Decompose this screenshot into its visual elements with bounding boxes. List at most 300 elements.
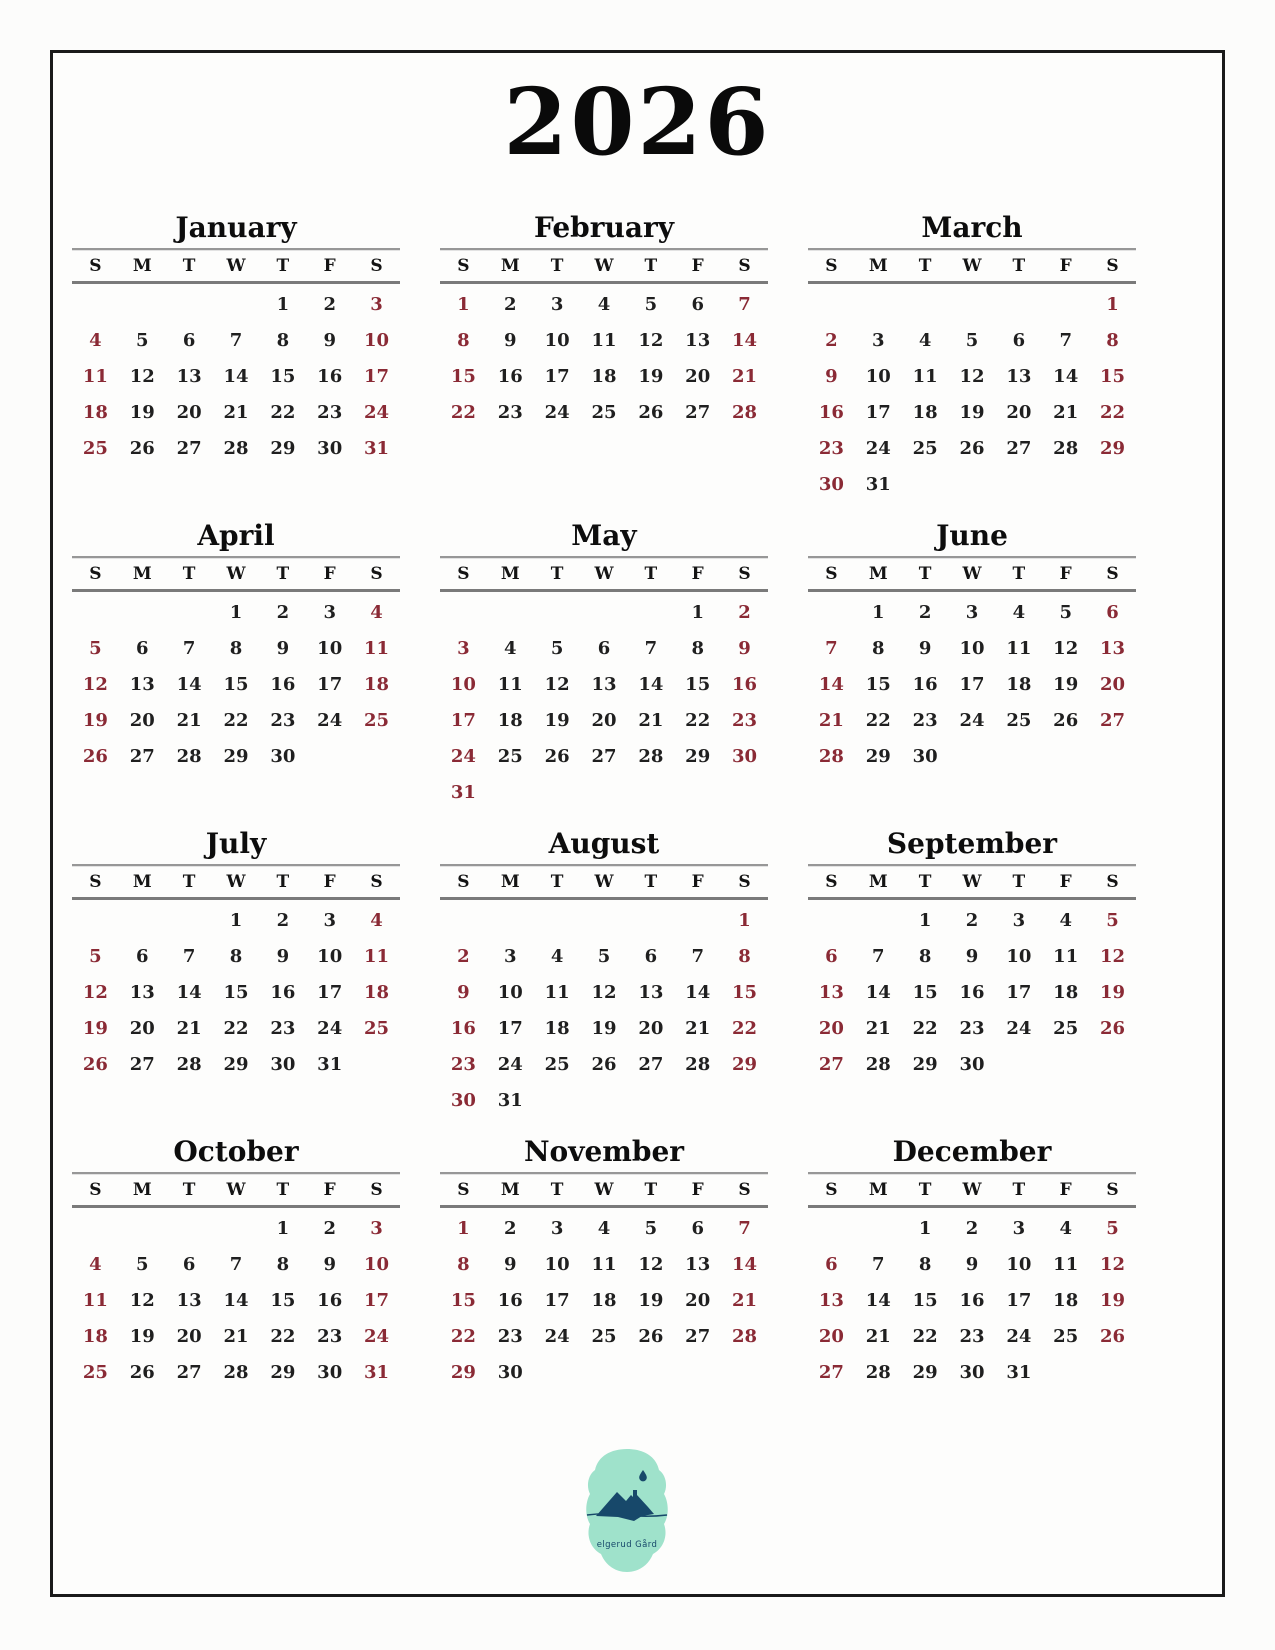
- date-cell: 24: [1006, 1018, 1032, 1039]
- date-cell: 22: [450, 402, 476, 423]
- date-cell: 11: [591, 1254, 617, 1275]
- empty-cell: [674, 775, 721, 811]
- date-cell: 11: [1053, 946, 1079, 967]
- date-cell: 28: [685, 1054, 711, 1075]
- date-cell: 7: [182, 638, 196, 659]
- date-cell: 17: [1006, 982, 1032, 1003]
- date-cell: 15: [223, 982, 249, 1003]
- day-of-week-label: S: [457, 1180, 470, 1200]
- date-cell: 17: [364, 366, 390, 387]
- date-cell: 11: [82, 1290, 108, 1311]
- date-cell: 2: [738, 602, 751, 623]
- date-cell: 22: [223, 1018, 249, 1039]
- month-header-divider-bottom: [440, 281, 768, 284]
- date-cell: 23: [270, 1018, 296, 1039]
- month-block: [72, 208, 400, 516]
- date-cell: 1: [918, 910, 932, 931]
- month-name: January: [175, 211, 297, 244]
- day-of-week-label: W: [226, 564, 246, 584]
- date-cell: 27: [1100, 710, 1126, 731]
- day-of-week-label: T: [550, 564, 564, 584]
- empty-cell: [1042, 1355, 1089, 1391]
- empty-cell: [534, 595, 581, 631]
- day-of-week-label: M: [868, 1180, 888, 1200]
- day-of-week-label: F: [691, 256, 704, 276]
- date-cell: 14: [865, 982, 891, 1003]
- date-cell: 19: [82, 1018, 108, 1039]
- date-cell: 26: [82, 746, 108, 767]
- date-cell: 20: [129, 1018, 155, 1039]
- date-cell: 9: [965, 946, 979, 967]
- date-cell: 2: [504, 1218, 517, 1239]
- date-cell: 7: [229, 330, 243, 351]
- day-of-week-label: M: [132, 564, 152, 584]
- date-cell: 11: [912, 366, 938, 387]
- date-cell: 13: [591, 674, 617, 695]
- date-cell: 25: [82, 438, 108, 459]
- date-cell: 24: [364, 1326, 390, 1347]
- date-cell: 7: [825, 638, 838, 659]
- date-cell: 15: [450, 366, 476, 387]
- date-cell: 5: [644, 294, 658, 315]
- date-cell: 6: [182, 1254, 196, 1275]
- date-cell: 18: [912, 402, 938, 423]
- date-cell: 30: [497, 1362, 523, 1383]
- empty-cell: [72, 903, 119, 939]
- date-cell: 2: [276, 910, 290, 931]
- date-cell: 3: [872, 330, 885, 351]
- date-cell: 27: [638, 1054, 664, 1075]
- day-of-week-label: S: [825, 564, 838, 584]
- date-cell: 13: [176, 366, 202, 387]
- date-cell: 9: [965, 1254, 979, 1275]
- date-cell: 14: [638, 674, 664, 695]
- date-cell: 21: [732, 366, 758, 387]
- day-of-week-label: M: [500, 564, 520, 584]
- day-of-week-label: T: [644, 564, 658, 584]
- date-cell: 2: [918, 602, 932, 623]
- month-name: April: [197, 519, 275, 552]
- date-cell: 9: [323, 1254, 336, 1275]
- day-of-week-label: S: [89, 564, 102, 584]
- date-cell: 28: [732, 402, 758, 423]
- date-cell: 25: [912, 438, 938, 459]
- day-of-week-label: S: [825, 872, 838, 892]
- day-of-week-label: S: [1106, 564, 1119, 584]
- date-cell: 20: [818, 1326, 844, 1347]
- month-name: December: [892, 1135, 1052, 1168]
- month-block: [72, 824, 400, 1132]
- date-cell: 19: [129, 402, 155, 423]
- date-cell: 9: [276, 946, 290, 967]
- dates-grid: [440, 903, 768, 1119]
- date-cell: 20: [1100, 674, 1126, 695]
- month-block: [440, 208, 768, 516]
- date-cell: 11: [82, 366, 108, 387]
- date-cell: 30: [317, 1362, 343, 1383]
- empty-cell: [72, 1211, 119, 1247]
- date-cell: 28: [176, 1054, 202, 1075]
- date-cell: 5: [136, 1254, 149, 1275]
- date-cell: 28: [865, 1362, 891, 1383]
- date-cell: 2: [457, 946, 470, 967]
- date-cell: 18: [591, 1290, 617, 1311]
- date-cell: 1: [872, 602, 885, 623]
- empty-cell: [995, 467, 1042, 503]
- day-of-week-row: [808, 559, 1136, 589]
- date-cell: 29: [270, 1362, 296, 1383]
- date-cell: 23: [497, 1326, 523, 1347]
- date-cell: 3: [370, 294, 383, 315]
- date-cell: 10: [497, 982, 523, 1003]
- date-cell: 14: [732, 1254, 758, 1275]
- day-of-week-label: M: [132, 1180, 152, 1200]
- empty-cell: [627, 903, 674, 939]
- date-cell: 17: [544, 366, 570, 387]
- date-cell: 19: [1100, 1290, 1126, 1311]
- empty-cell: [166, 1211, 213, 1247]
- day-of-week-row: [72, 251, 400, 281]
- date-cell: 17: [497, 1018, 523, 1039]
- empty-cell: [213, 287, 260, 323]
- empty-cell: [306, 739, 353, 775]
- date-cell: 25: [591, 1326, 617, 1347]
- empty-cell: [534, 1355, 581, 1391]
- date-cell: 6: [825, 946, 838, 967]
- date-cell: 9: [276, 638, 290, 659]
- empty-cell: [534, 1083, 581, 1119]
- date-cell: 23: [450, 1054, 476, 1075]
- date-cell: 3: [323, 910, 336, 931]
- empty-cell: [166, 903, 213, 939]
- day-of-week-label: M: [868, 564, 888, 584]
- date-cell: 31: [450, 782, 476, 803]
- day-of-week-label: T: [1012, 256, 1026, 276]
- date-cell: 8: [457, 1254, 470, 1275]
- date-cell: 18: [364, 982, 390, 1003]
- date-cell: 10: [865, 366, 891, 387]
- date-cell: 19: [544, 710, 570, 731]
- date-cell: 2: [825, 330, 838, 351]
- date-cell: 17: [450, 710, 476, 731]
- empty-cell: [949, 287, 996, 323]
- date-cell: 16: [497, 1290, 523, 1311]
- day-of-week-label: T: [550, 872, 564, 892]
- date-cell: 11: [364, 638, 390, 659]
- date-cell: 7: [738, 1218, 751, 1239]
- date-cell: 1: [457, 294, 470, 315]
- date-cell: 5: [1059, 602, 1072, 623]
- date-cell: 10: [317, 638, 343, 659]
- date-cell: 4: [89, 1254, 102, 1275]
- date-cell: 23: [497, 402, 523, 423]
- date-cell: 18: [1053, 982, 1079, 1003]
- empty-cell: [995, 1047, 1042, 1083]
- dates-grid: [440, 1211, 768, 1391]
- date-cell: 8: [872, 638, 885, 659]
- empty-cell: [627, 775, 674, 811]
- date-cell: 13: [129, 674, 155, 695]
- empty-cell: [721, 1355, 768, 1391]
- date-cell: 30: [959, 1362, 985, 1383]
- date-cell: 17: [1006, 1290, 1032, 1311]
- day-of-week-row: [808, 251, 1136, 281]
- day-of-week-label: W: [962, 564, 982, 584]
- date-cell: 25: [1053, 1018, 1079, 1039]
- empty-cell: [1042, 467, 1089, 503]
- date-cell: 29: [270, 438, 296, 459]
- date-cell: 23: [818, 438, 844, 459]
- day-of-week-label: T: [644, 256, 658, 276]
- day-of-week-label: S: [370, 564, 383, 584]
- date-cell: 25: [1053, 1326, 1079, 1347]
- date-cell: 8: [918, 1254, 932, 1275]
- day-of-week-row: [440, 1175, 768, 1205]
- dates-grid: [808, 595, 1136, 775]
- date-cell: 28: [732, 1326, 758, 1347]
- day-of-week-row: [440, 559, 768, 589]
- empty-cell: [949, 739, 996, 775]
- month-header-divider-bottom: [808, 897, 1136, 900]
- day-of-week-label: T: [550, 1180, 564, 1200]
- date-cell: 2: [965, 910, 979, 931]
- date-cell: 25: [1006, 710, 1032, 731]
- day-of-week-label: S: [370, 1180, 383, 1200]
- date-cell: 27: [176, 438, 202, 459]
- day-of-week-label: S: [738, 564, 751, 584]
- empty-cell: [995, 287, 1042, 323]
- empty-cell: [581, 1355, 628, 1391]
- date-cell: 10: [450, 674, 476, 695]
- date-cell: 12: [82, 982, 108, 1003]
- date-cell: 3: [457, 638, 470, 659]
- month-header-divider-bottom: [440, 589, 768, 592]
- day-of-week-label: S: [1106, 1180, 1119, 1200]
- date-cell: 1: [738, 910, 751, 931]
- day-of-week-label: F: [323, 872, 336, 892]
- date-cell: 12: [129, 366, 155, 387]
- date-cell: 12: [1053, 638, 1079, 659]
- date-cell: 1: [276, 1218, 290, 1239]
- date-cell: 22: [223, 710, 249, 731]
- date-cell: 15: [865, 674, 891, 695]
- empty-cell: [855, 287, 902, 323]
- day-of-week-label: F: [1059, 872, 1072, 892]
- month-name: February: [533, 211, 674, 244]
- date-cell: 3: [1012, 910, 1026, 931]
- date-cell: 7: [738, 294, 751, 315]
- date-cell: 8: [1106, 330, 1119, 351]
- empty-cell: [440, 903, 487, 939]
- day-of-week-label: S: [89, 256, 102, 276]
- date-cell: 27: [818, 1362, 844, 1383]
- date-cell: 3: [323, 602, 336, 623]
- day-of-week-label: F: [323, 564, 336, 584]
- day-of-week-label: T: [1012, 872, 1026, 892]
- date-cell: 6: [1012, 330, 1026, 351]
- date-cell: 13: [685, 330, 711, 351]
- date-cell: 29: [865, 746, 891, 767]
- date-cell: 29: [223, 1054, 249, 1075]
- date-cell: 11: [497, 674, 523, 695]
- date-cell: 11: [591, 330, 617, 351]
- day-of-week-label: T: [276, 256, 290, 276]
- date-cell: 22: [270, 402, 296, 423]
- date-cell: 26: [638, 1326, 664, 1347]
- date-cell: 23: [317, 402, 343, 423]
- date-cell: 30: [818, 474, 844, 495]
- date-cell: 29: [450, 1362, 476, 1383]
- day-of-week-label: M: [868, 256, 888, 276]
- date-cell: 28: [176, 746, 202, 767]
- date-cell: 31: [497, 1090, 523, 1111]
- empty-cell: [808, 903, 855, 939]
- day-of-week-label: T: [182, 256, 196, 276]
- month-name: September: [886, 827, 1058, 860]
- empty-cell: [1042, 739, 1089, 775]
- date-cell: 22: [1100, 402, 1126, 423]
- date-cell: 13: [176, 1290, 202, 1311]
- day-of-week-label: W: [226, 872, 246, 892]
- date-cell: 26: [129, 1362, 155, 1383]
- month-name: November: [523, 1135, 685, 1168]
- day-of-week-label: T: [918, 1180, 932, 1200]
- date-cell: 26: [638, 402, 664, 423]
- day-of-week-label: T: [182, 872, 196, 892]
- date-cell: 25: [544, 1054, 570, 1075]
- date-cell: 8: [918, 946, 932, 967]
- date-cell: 17: [317, 674, 343, 695]
- day-of-week-label: F: [323, 256, 336, 276]
- date-cell: 5: [89, 946, 102, 967]
- date-cell: 15: [912, 982, 938, 1003]
- date-cell: 5: [1106, 1218, 1119, 1239]
- date-cell: 16: [959, 982, 985, 1003]
- date-cell: 23: [270, 710, 296, 731]
- date-cell: 18: [497, 710, 523, 731]
- empty-cell: [721, 775, 768, 811]
- date-cell: 5: [89, 638, 102, 659]
- date-cell: 3: [550, 1218, 564, 1239]
- date-cell: 9: [323, 330, 336, 351]
- date-cell: 31: [865, 474, 891, 495]
- date-cell: 23: [959, 1018, 985, 1039]
- dates-grid: [440, 595, 768, 811]
- date-cell: 12: [638, 1254, 664, 1275]
- date-cell: 5: [550, 638, 564, 659]
- date-cell: 12: [1100, 946, 1126, 967]
- day-of-week-label: W: [226, 1180, 246, 1200]
- date-cell: 26: [82, 1054, 108, 1075]
- date-cell: 23: [959, 1326, 985, 1347]
- date-cell: 21: [223, 1326, 249, 1347]
- date-cell: 20: [818, 1018, 844, 1039]
- date-cell: 16: [317, 366, 343, 387]
- date-cell: 21: [685, 1018, 711, 1039]
- day-of-week-label: W: [594, 1180, 614, 1200]
- day-of-week-label: T: [918, 256, 932, 276]
- empty-cell: [213, 1211, 260, 1247]
- day-of-week-label: W: [594, 872, 614, 892]
- date-cell: 23: [317, 1326, 343, 1347]
- day-of-week-label: M: [500, 256, 520, 276]
- date-cell: 7: [1059, 330, 1072, 351]
- day-of-week-label: T: [918, 872, 932, 892]
- empty-cell: [581, 1083, 628, 1119]
- date-cell: 17: [544, 1290, 570, 1311]
- day-of-week-label: W: [962, 256, 982, 276]
- date-cell: 6: [825, 1254, 838, 1275]
- logo-text: elgerud Gård: [596, 1540, 658, 1550]
- empty-cell: [1042, 287, 1089, 323]
- date-cell: 22: [450, 1326, 476, 1347]
- date-cell: 24: [317, 1018, 343, 1039]
- date-cell: 26: [1053, 710, 1079, 731]
- empty-cell: [1089, 467, 1136, 503]
- date-cell: 4: [1012, 602, 1026, 623]
- day-of-week-label: S: [370, 872, 383, 892]
- date-cell: 14: [176, 674, 202, 695]
- date-cell: 29: [223, 746, 249, 767]
- date-cell: 15: [450, 1290, 476, 1311]
- date-cell: 16: [732, 674, 758, 695]
- month-block: [808, 1132, 1136, 1440]
- empty-cell: [119, 595, 166, 631]
- dates-grid: [808, 287, 1136, 503]
- date-cell: 14: [818, 674, 844, 695]
- date-cell: 13: [818, 1290, 844, 1311]
- date-cell: 29: [912, 1362, 938, 1383]
- day-of-week-label: M: [868, 872, 888, 892]
- day-of-week-label: S: [738, 872, 751, 892]
- month-block: [440, 516, 768, 824]
- date-cell: 1: [229, 602, 243, 623]
- day-of-week-label: T: [276, 564, 290, 584]
- month-header-divider-bottom: [440, 1205, 768, 1208]
- date-cell: 29: [1100, 438, 1126, 459]
- date-cell: 27: [176, 1362, 202, 1383]
- month-header-divider-bottom: [72, 589, 400, 592]
- date-cell: 16: [270, 982, 296, 1003]
- date-cell: 25: [497, 746, 523, 767]
- day-of-week-label: T: [550, 256, 564, 276]
- dates-grid: [72, 595, 400, 775]
- date-cell: 12: [544, 674, 570, 695]
- month-header-divider-bottom: [440, 897, 768, 900]
- date-cell: 14: [1053, 366, 1079, 387]
- date-cell: 12: [591, 982, 617, 1003]
- empty-cell: [1042, 1047, 1089, 1083]
- date-cell: 18: [1006, 674, 1032, 695]
- date-cell: 31: [364, 1362, 390, 1383]
- empty-cell: [1089, 739, 1136, 775]
- month-block: [808, 824, 1136, 1132]
- day-of-week-label: T: [644, 1180, 658, 1200]
- date-cell: 26: [129, 438, 155, 459]
- day-of-week-label: T: [1012, 1180, 1026, 1200]
- date-cell: 25: [591, 402, 617, 423]
- date-cell: 22: [270, 1326, 296, 1347]
- empty-cell: [674, 1083, 721, 1119]
- date-cell: 21: [176, 710, 202, 731]
- date-cell: 8: [229, 638, 243, 659]
- date-cell: 26: [544, 746, 570, 767]
- day-of-week-label: S: [825, 256, 838, 276]
- date-cell: 6: [691, 1218, 704, 1239]
- date-cell: 12: [638, 330, 664, 351]
- date-cell: 1: [457, 1218, 470, 1239]
- date-cell: 19: [638, 366, 664, 387]
